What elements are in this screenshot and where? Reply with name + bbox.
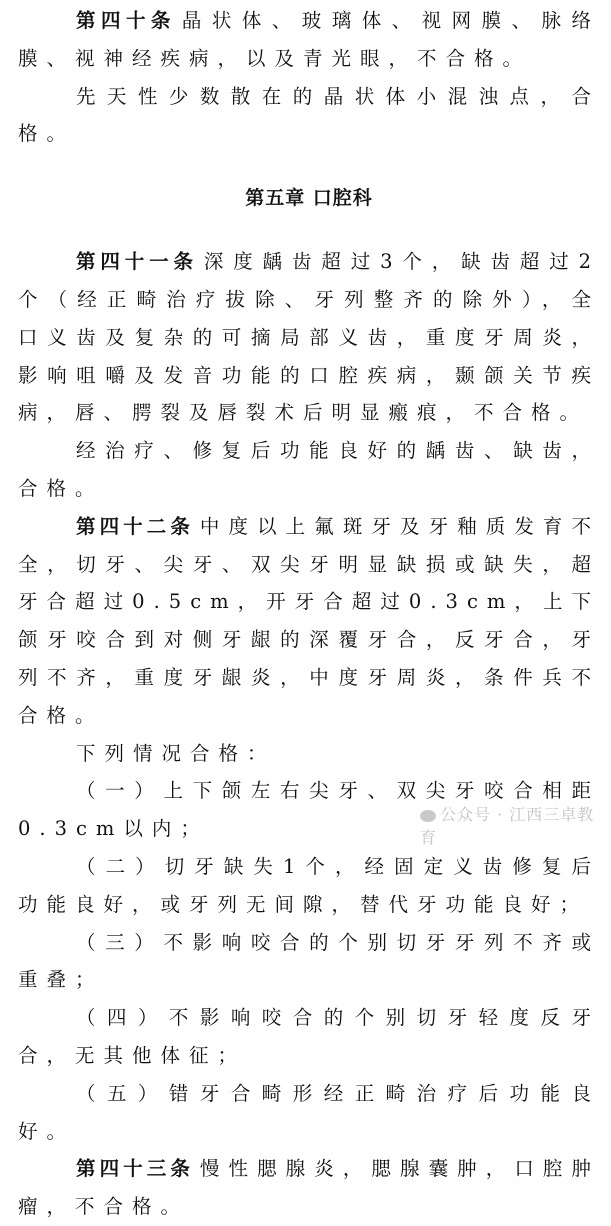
list-item: （三）不影响咬合的个别切牙牙列不齐或重叠； [18, 930, 600, 992]
list-item: （四）不影响咬合的个别切牙轻度反牙合，无其他体征； [18, 1006, 600, 1067]
wechat-icon [420, 810, 436, 822]
article-40 [18, 2, 600, 78]
list-item: （五）错牙合畸形经正畸治疗后功能良好。 [18, 1081, 600, 1143]
document-body [18, 2, 600, 1226]
article-text: 慢性腮腺炎，腮腺囊肿，口腔肿瘤，不合格。 [18, 1157, 600, 1219]
article-41 [18, 243, 600, 432]
article-43 [18, 1150, 600, 1226]
article-text: 深度龋齿超过3个，缺齿超过2个（经正畸治疗拔除、牙列整齐的除外），全口义齿及复杂的可摘局部义齿，重度牙周炎，影响咀嚼及发音功能的口腔疾病，颞颌关节疾病，唇、腭裂及唇裂术后明显瘢痕，不合格。 [18, 250, 600, 425]
chapter-title: 第五章 口腔科 [245, 187, 373, 210]
list-item: （二）切牙缺失1个，经固定义齿修复后功能良好，或牙列无间隙，替代牙功能良好； [18, 854, 600, 916]
paragraph: 经治疗、修复后功能良好的龋齿、缺齿，合格。 [18, 439, 600, 500]
article-text: 晶状体、玻璃体、视网膜、脉络膜、视神经疾病，以及青光眼，不合格。 [18, 9, 600, 70]
article-label: 第四十一条 [76, 250, 198, 274]
article-label: 第四十条 [76, 9, 176, 32]
paragraph: 先天性少数散在的晶状体小混浊点，合格。 [18, 84, 600, 146]
article-text: 中度以上氟斑牙及牙釉质发育不全，切牙、尖牙、双尖牙明显缺损或缺失，超牙合超过0.5cm，开牙合超过0.3cm，上下颌牙咬合到对侧牙龈的深覆牙合，反牙合，牙列不齐，重度牙龈炎，中度牙周炎，条件兵不合格。 [18, 514, 600, 727]
watermark [420, 802, 611, 848]
paragraph: 下列情况合格： [76, 741, 276, 765]
list-item: （一）上下颌左右尖牙、双尖牙咬合相距0.3cm以内； [18, 779, 600, 841]
watermark-text: 公众号 · 江西三卓教育 [420, 805, 595, 847]
article-label: 第四十三条 [76, 1157, 194, 1181]
article-42 [18, 508, 600, 735]
article-label: 第四十二条 [76, 514, 194, 538]
